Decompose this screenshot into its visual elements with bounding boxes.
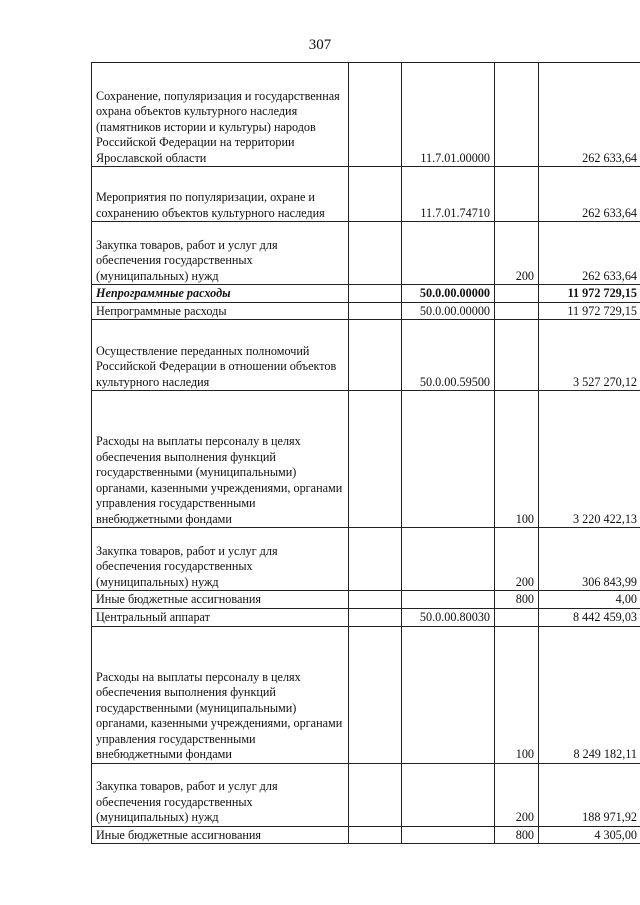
- empty-cell: [349, 763, 402, 826]
- row-type: 200: [495, 528, 539, 591]
- row-name: Иные бюджетные ассигнования: [92, 591, 349, 609]
- row-sum: 4 305,00: [539, 826, 640, 844]
- row-name: Расходы на выплаты персоналу в целях обеспечения выполнения функций государственными (муниципальными) органами, казенными учреждениями, органами управления государственными внебюджетными фондами: [92, 626, 349, 763]
- row-sum: 262 633,64: [539, 63, 640, 167]
- row-code: [402, 591, 495, 609]
- row-sum: 188 971,92: [539, 763, 640, 826]
- row-code: [402, 763, 495, 826]
- empty-cell: [349, 826, 402, 844]
- table-row: [92, 591, 640, 609]
- table-row: [92, 63, 640, 167]
- table-row: [92, 826, 640, 844]
- empty-cell: [349, 63, 402, 167]
- empty-cell: [349, 608, 402, 626]
- row-name: Центральный аппарат: [92, 608, 349, 626]
- row-type: 100: [495, 391, 539, 528]
- empty-cell: [349, 285, 402, 303]
- row-sum: 8 249 182,11: [539, 626, 640, 763]
- empty-cell: [349, 302, 402, 320]
- table-row: [92, 763, 640, 826]
- row-type: [495, 167, 539, 222]
- row-type: 100: [495, 626, 539, 763]
- row-name: Мероприятия по популяризации, охране и сохранению объектов культурного наследия: [92, 167, 349, 222]
- table-row: [92, 608, 640, 626]
- table-row: [92, 320, 640, 391]
- row-name: Осуществление переданных полномочий Российской Федерации в отношении объектов культурного наследия: [92, 320, 349, 391]
- row-sum: 306 843,99: [539, 528, 640, 591]
- row-code: 50.0.00.80030: [402, 608, 495, 626]
- empty-cell: [349, 591, 402, 609]
- table-row: [92, 167, 640, 222]
- row-code: [402, 826, 495, 844]
- row-code: [402, 391, 495, 528]
- row-type: [495, 320, 539, 391]
- row-type: [495, 285, 539, 303]
- table-row: [92, 391, 640, 528]
- row-sum: 8 442 459,03: [539, 608, 640, 626]
- row-code: 50.0.00.00000: [402, 302, 495, 320]
- row-type: [495, 302, 539, 320]
- empty-cell: [349, 391, 402, 528]
- row-name: Сохранение, популяризация и государственная охрана объектов культурного наследия (памятников истории и культуры) народов Российской Федерации на территории Ярославской области: [92, 63, 349, 167]
- empty-cell: [349, 167, 402, 222]
- row-code: 50.0.00.59500: [402, 320, 495, 391]
- row-sum: 4,00: [539, 591, 640, 609]
- row-sum: 11 972 729,15: [539, 302, 640, 320]
- row-name: Непрограммные расходы: [92, 285, 349, 303]
- row-type: 800: [495, 826, 539, 844]
- page-number: 307: [308, 37, 332, 53]
- row-sum: 3 527 270,12: [539, 320, 640, 391]
- row-name: Непрограммные расходы: [92, 302, 349, 320]
- table-row: [92, 285, 640, 303]
- empty-cell: [349, 528, 402, 591]
- row-sum: 262 633,64: [539, 222, 640, 285]
- budget-table: [91, 62, 640, 844]
- table-row: [92, 222, 640, 285]
- empty-cell: [349, 626, 402, 763]
- row-type: [495, 608, 539, 626]
- row-code: [402, 222, 495, 285]
- row-code: [402, 626, 495, 763]
- empty-cell: [349, 222, 402, 285]
- row-sum: 262 633,64: [539, 167, 640, 222]
- row-code: 11.7.01.74710: [402, 167, 495, 222]
- row-type: 200: [495, 763, 539, 826]
- row-code: 11.7.01.00000: [402, 63, 495, 167]
- row-name: Закупка товаров, работ и услуг для обеспечения государственных (муниципальных) нужд: [92, 528, 349, 591]
- row-name: Закупка товаров, работ и услуг для обеспечения государственных (муниципальных) нужд: [92, 763, 349, 826]
- row-code: [402, 528, 495, 591]
- row-sum: 3 220 422,13: [539, 391, 640, 528]
- row-name: Расходы на выплаты персоналу в целях обеспечения выполнения функций государственными (муниципальными) органами, казенными учреждениями, органами управления государственными внебюджетными фондами: [92, 391, 349, 528]
- table-row: [92, 626, 640, 763]
- row-name: Иные бюджетные ассигнования: [92, 826, 349, 844]
- row-name: Закупка товаров, работ и услуг для обеспечения государственных (муниципальных) нужд: [92, 222, 349, 285]
- row-sum: 11 972 729,15: [539, 285, 640, 303]
- row-code: 50.0.00.00000: [402, 285, 495, 303]
- table-row: [92, 302, 640, 320]
- empty-cell: [349, 320, 402, 391]
- table-row: [92, 528, 640, 591]
- row-type: 800: [495, 591, 539, 609]
- row-type: [495, 63, 539, 167]
- row-type: 200: [495, 222, 539, 285]
